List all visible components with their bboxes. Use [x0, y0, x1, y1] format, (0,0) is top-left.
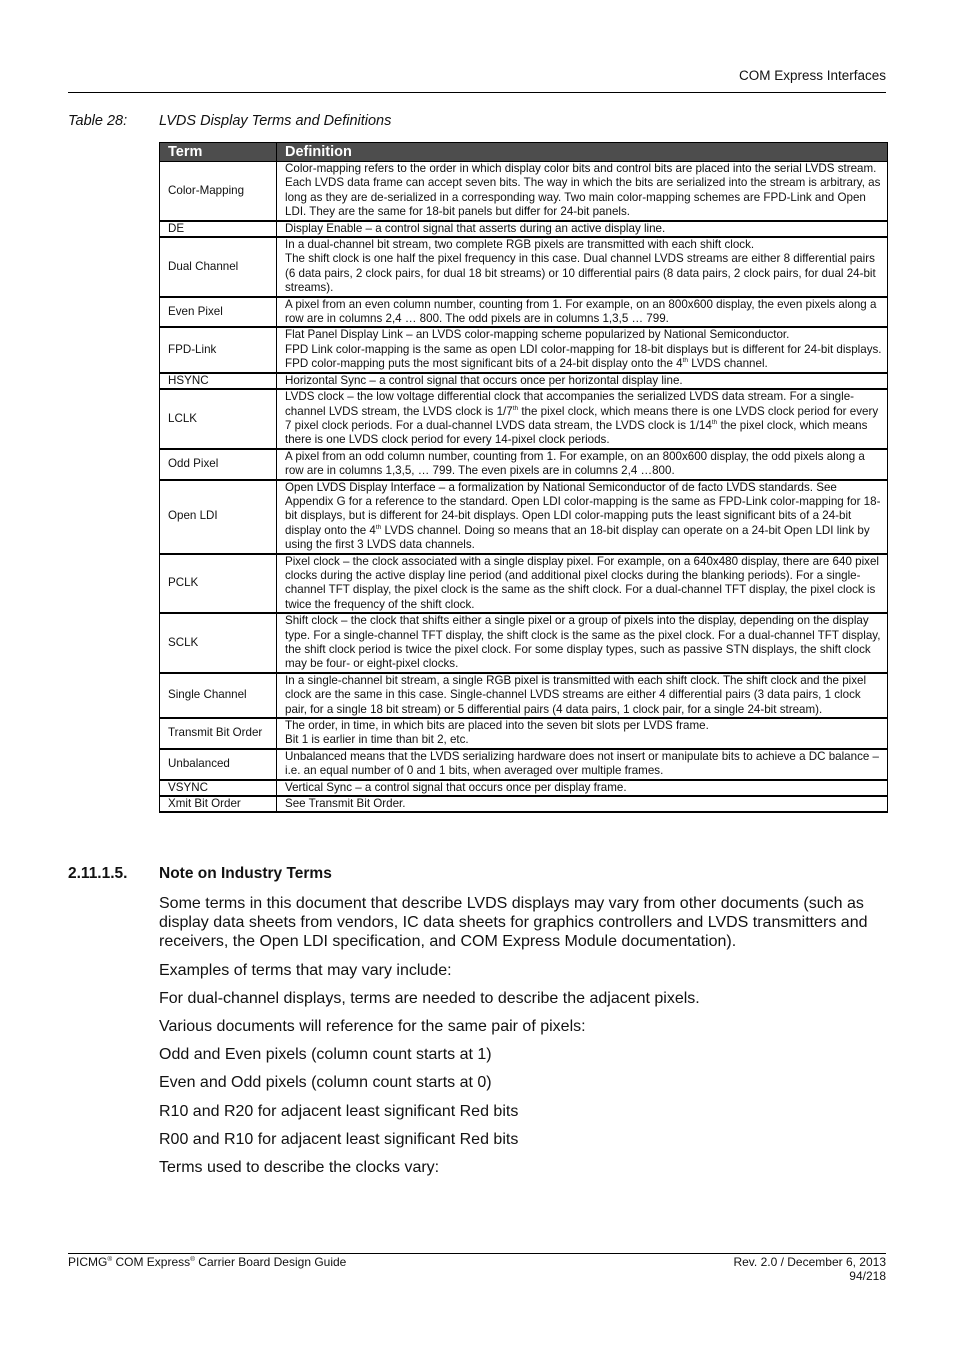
definition-cell — [277, 796, 888, 812]
term-cell: Xmit Bit Order — [160, 796, 277, 812]
table-row — [160, 373, 888, 389]
definition-line: The shift clock is one half the pixel frequency in this case. Dual channel LVDS streams are either 8 differential pairs (6 data pairs, 2 clock pairs, for dual 18 bit streams) or 10 differential pairs (8 data pairs, 2 clock pairs, for dual 24-bit streams). — [285, 252, 876, 295]
lvds-terms-table — [159, 142, 888, 813]
term-cell: Transmit Bit Order — [160, 718, 277, 749]
term-cell: Unbalanced — [160, 749, 277, 780]
body-paragraph: Various documents will reference for the same pair of pixels: — [159, 1018, 586, 1036]
definition-line: Vertical Sync – a control signal that occurs once per display frame. — [285, 780, 627, 794]
term-cell: SCLK — [160, 613, 277, 673]
definition-line: Display Enable – a control signal that asserts during an active display line. — [285, 221, 666, 235]
table-row — [160, 297, 888, 328]
table-row — [160, 718, 888, 749]
section-number: 2.11.1.5. — [68, 865, 128, 882]
definition-line: Unbalanced means that the LVDS serializing hardware does not insert or manipulate bits to achieve a DC balance – i.e. an equal number of 0 and 1 bits, when averaged over multiple frames. — [285, 749, 879, 778]
table-row — [160, 389, 888, 449]
table-row — [160, 780, 888, 796]
term-cell: VSYNC — [160, 780, 277, 796]
table-header-row — [160, 143, 888, 162]
definition-cell — [277, 389, 888, 449]
body-paragraph: Terms used to describe the clocks vary: — [159, 1159, 440, 1177]
body-paragraph: Some terms in this document that describe LVDS displays may vary from other documents (such as display data sheets from vendors, IC data sheets for graphics controllers and LVDS transmitters and receivers, the Open LDI specification, and COM Express Module documentation). — [159, 895, 868, 951]
definition-cell — [277, 373, 888, 389]
definition-line: The order, in time, in which bits are placed into the seven bit slots per LVDS frame. — [285, 719, 709, 733]
term-cell: HSYNC — [160, 373, 277, 389]
page-footer — [68, 1253, 886, 1283]
table-body — [160, 162, 888, 813]
definition-line: Open LVDS Display Interface – a formalization by National Semiconductor of de facto LVDS standards. See Appendix G for a reference to the standard. Open LDI color-mapping is the same as FPD-Link color-mapping for 18-bit displays, but is different for 24-bit displays. Open LDI color-mapping puts the least significant bits of a 24-bit display onto the 4th LVDS channel. Doing so means that an 18-bit display can operate on a 24-bit Open LDI link by using the first 3 LVDS data channels. — [285, 480, 881, 552]
column-header-term: Term — [160, 143, 277, 162]
section-heading — [68, 865, 332, 883]
term-cell: FPD-Link — [160, 327, 277, 372]
body-paragraph: R00 and R10 for adjacent least significant Red bits — [159, 1130, 519, 1148]
body-text — [159, 894, 887, 1186]
body-paragraph: Odd and Even pixels (column count starts at 1) — [159, 1046, 492, 1064]
footer-page-number: 94/218 — [849, 1269, 886, 1283]
body-paragraph: R10 and R20 for adjacent least significant Red bits — [159, 1102, 519, 1120]
footer-revision — [733, 1255, 886, 1283]
table-row — [160, 449, 888, 480]
footer-rev-date: Rev. 2.0 / December 6, 2013 — [733, 1255, 886, 1269]
section-title: Note on Industry Terms — [159, 865, 332, 882]
definition-line: See Transmit Bit Order. — [285, 797, 406, 811]
definition-line: LVDS clock – the low voltage differential clock that accompanies the serialized LVDS data stream. For a single-channel LVDS stream, the LVDS clock is 1/7th the pixel clock, which means there is one LVDS clock period for every 7 pixel clock periods. For a dual-channel LVDS data stream, the LVDS clock is 1/14th the pixel clock, which means there is one LVDS clock period for every 14-pixel clock periods. — [285, 390, 879, 447]
definition-cell — [277, 297, 888, 328]
definition-cell — [277, 780, 888, 796]
term-cell: Odd Pixel — [160, 449, 277, 480]
definition-line: In a dual-channel bit stream, two complete RGB pixels are transmitted with each shift clock. — [285, 238, 755, 252]
definition-cell — [277, 237, 888, 297]
term-cell: Dual Channel — [160, 237, 277, 297]
term-cell: LCLK — [160, 389, 277, 449]
table-row — [160, 613, 888, 673]
definition-cell — [277, 221, 888, 237]
definition-cell — [277, 749, 888, 780]
table-row — [160, 796, 888, 812]
table-caption — [68, 113, 391, 129]
definition-cell — [277, 613, 888, 673]
definition-line: Color-mapping refers to the order in which display color bits and control bits are placed into the serial LVDS stream. Each LVDS data frame can accept seven bits. The way in which the bits are serialized into the stream is arbitrary, as long as they are de-serialized in a corresponding way. Two main color-mapping schemes are FPD-Link and Open LDI. They are the same for 18-bit panels but differ for 24-bit panels. — [285, 162, 881, 219]
term-cell: Open LDI — [160, 480, 277, 554]
definition-line: Bit 1 is earlier in time than bit 2, etc. — [285, 733, 469, 747]
table-row — [160, 554, 888, 614]
definition-line: In a single-channel bit stream, a single RGB pixel is transmitted with each shift clock. The shift clock and the pixel clock are the same in this case. Single-channel LVDS streams are either 4 differential pairs (3 data pairs, 1 clock pair, for a single 18 bit stream) or 5 differential pairs (4 data pairs, 1 clock pair, for a single 24-bit stream). — [285, 673, 867, 716]
definition-cell — [277, 480, 888, 554]
table-row — [160, 480, 888, 554]
table-row — [160, 221, 888, 237]
definition-cell — [277, 554, 888, 614]
table-title: LVDS Display Terms and Definitions — [159, 113, 392, 129]
definition-cell — [277, 449, 888, 480]
definition-cell — [277, 673, 888, 718]
table-row — [160, 162, 888, 221]
definition-line: A pixel from an even column number, counting from 1. For example, on an 800x600 display, the even pixels along a row are in columns 2,4 … 800. The odd pixels are in columns 1,3,5 … 799. — [285, 297, 877, 326]
header-title: COM Express Interfaces — [738, 68, 886, 83]
term-cell: Even Pixel — [160, 297, 277, 328]
body-paragraph: Even and Odd pixels (column count starts at 0) — [159, 1074, 492, 1092]
body-paragraph: For dual-channel displays, terms are needed to describe the adjacent pixels. — [159, 989, 700, 1007]
column-header-definition: Definition — [277, 143, 888, 162]
body-paragraph: Examples of terms that may vary include: — [159, 961, 452, 979]
term-cell: Single Channel — [160, 673, 277, 718]
table-row — [160, 749, 888, 780]
table-row — [160, 327, 888, 372]
term-cell: DE — [160, 221, 277, 237]
table-row — [160, 237, 888, 297]
table-row — [160, 673, 888, 718]
table-number: Table 28: — [68, 113, 128, 129]
definition-cell — [277, 327, 888, 372]
footer-doc-title: PICMG® COM Express® Carrier Board Design Guide — [68, 1255, 347, 1269]
definition-cell — [277, 718, 888, 749]
definition-line: Shift clock – the clock that shifts either a single pixel or a group of pixels into the display, depending on the display type. For a single-channel TFT display, the shift clock is the same as the pixel clock. For a dual-channel TFT display, the shift clock period is twice the pixel clock. For some display types, such as passive STN displays, the shift clock may be four- or eight-pixel clocks. — [285, 614, 881, 671]
definition-cell — [277, 162, 888, 221]
term-cell: PCLK — [160, 554, 277, 614]
page-header — [68, 68, 886, 93]
definition-line: A pixel from an odd column number, counting from 1. For example, on an 800x600 display, the odd pixels along a row are in columns 1,3,5, … 799. The even pixels are in columns 2,4 …800. — [285, 449, 865, 478]
definition-line: Horizontal Sync – a control signal that occurs once per horizontal display line. — [285, 373, 683, 387]
definition-line: Pixel clock – the clock associated with a single display pixel. For example, on a 640x480 display, there are 640 pixel clocks during the active display line period (and additional pixel clocks during the blanking periods). For a single-channel TFT display, the pixel clock is the same as the shift clock. For a dual-channel TFT display, the pixel clock is twice the frequency of the shift clock. — [285, 554, 879, 611]
term-cell: Color-Mapping — [160, 162, 277, 221]
definition-line: Flat Panel Display Link – an LVDS color-mapping scheme popularized by National Semiconductor. — [285, 328, 790, 342]
definition-line: FPD Link color-mapping is the same as open LDI color-mapping for 18-bit displays but is different for 24-bit displays. FPD color-mapping puts the most significant bits of a 24-bit display onto the 4th LVDS channel. — [285, 342, 882, 371]
